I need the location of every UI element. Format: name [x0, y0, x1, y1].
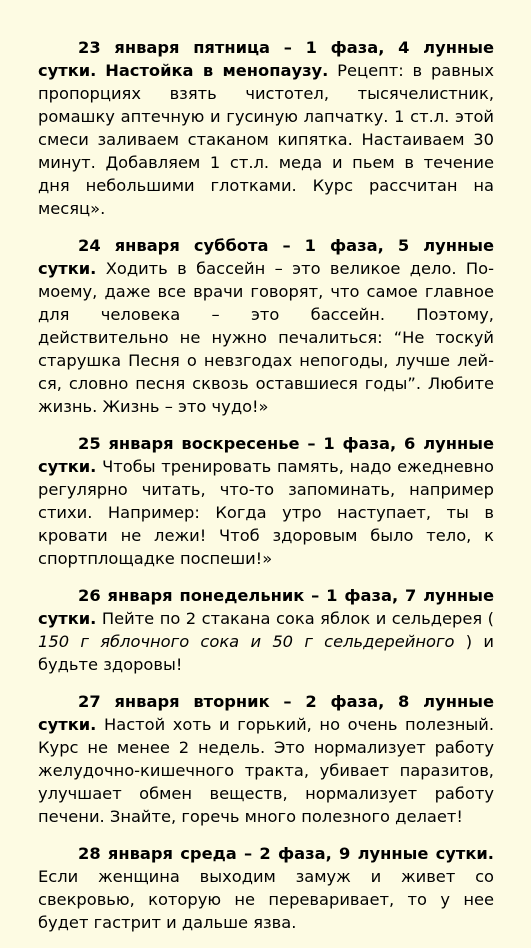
entry-text: Рецепт: в равных пропорциях взять чистотел, тысячелистник, ромашку аптечную и гусиную лапчатку. 1 ст.л. этой смеси заливаем стаканом кипятка. Настаиваем 30 минут. Добавляем 1 ст.л. меда и пьем в течение дня небольшими глотками. Курс рассчитан на месяц». [38, 61, 494, 218]
entry-jan-26 [38, 584, 494, 676]
entry-text: Если женщина выходим замуж и живет со свекровью, которую не переваривает, то у нее будет гастрит и дальше язва. [38, 867, 494, 932]
entry-jan-27 [38, 690, 494, 828]
entry-heading: 24 января суббота – 1 фаза, 5 лунные сутки. [38, 236, 494, 278]
entry-heading: 28 января среда – 2 фаза, 9 лунные сутки. [78, 844, 494, 863]
recipe-title: Настойка в менопаузу. [105, 61, 329, 80]
entry-text: ) и будьте здоровы! [38, 632, 494, 674]
entry-italic-text: 150 г яблочного сока и 50 г сельдерейного [38, 632, 455, 651]
entry-text: Пейте по 2 стакана сока яблок и сельдерея ( [101, 609, 494, 628]
entry-text: Настой хоть и горький, но очень полезный. Курс не менее 2 недель. Это нормализует работу желудочно-кишечного тракта, убивает паразитов, улучшает обмен веществ, нормализует работу печени. Знайте, горечь много полезного делает! [38, 715, 494, 826]
entry-heading: 26 января понедельник – 1 фаза, 7 лунные сутки. [38, 586, 494, 628]
entry-heading: 25 января воскресенье – 1 фаза, 6 лунные сутки. [38, 434, 494, 476]
entry-jan-23 [38, 36, 494, 220]
entry-jan-24 [38, 234, 494, 418]
entry-heading: 27 января вторник – 2 фаза, 8 лунные сутки. [38, 692, 494, 734]
entry-text: Ходить в бассейн – это великое дело. По-моему, даже все врачи говорят, что самое главное для человека – это бассейн. Поэтому, действительно не нужно печалиться: “Не тоскуй старушка Песня о невзгодах непогоды, лучше лейся, словно песня сквозь оставшиеся годы”. Любите жизнь. Жизнь – это чудо!» [38, 259, 494, 416]
entry-heading: 23 января пятница – 1 фаза, 4 лунные сутки. [38, 38, 494, 80]
document-page [38, 36, 494, 948]
entry-jan-28 [38, 842, 494, 934]
entry-text: Чтобы тренировать память, надо ежедневно регулярно читать, что-то запоминать, например стихи. Например: Когда утро наступает, ты в кровати не лежи! Чтоб здоровым было тело, к спортплощадке поспеши!» [38, 457, 494, 568]
entry-jan-25 [38, 432, 494, 570]
